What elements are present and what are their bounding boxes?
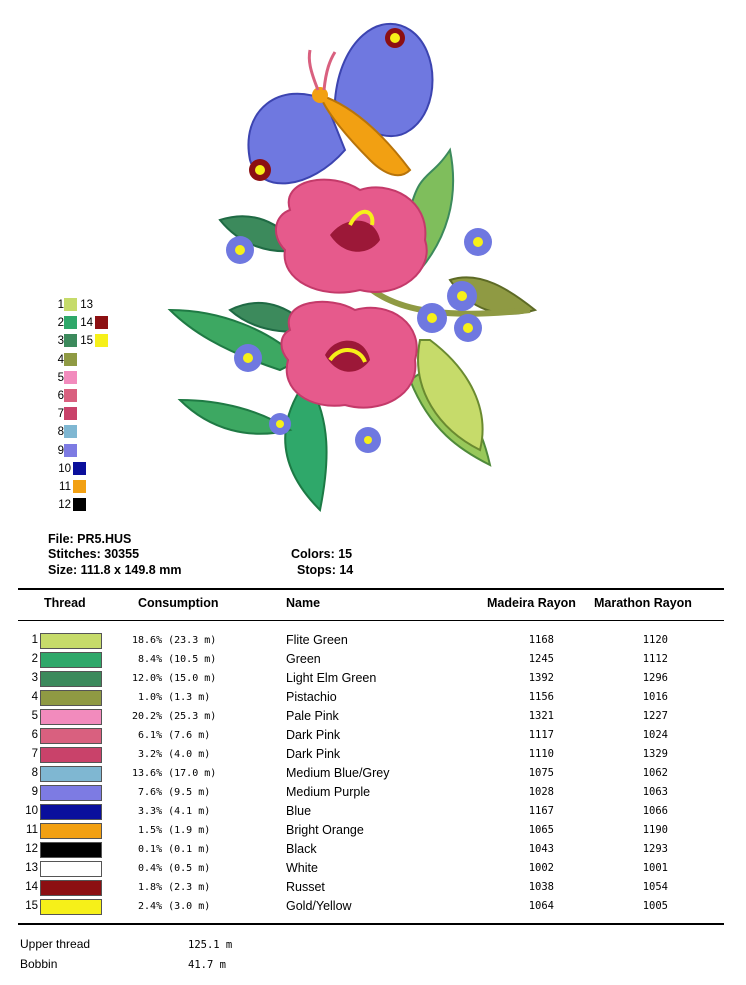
thread-index: 10 (25, 805, 38, 817)
table-row (0, 707, 746, 726)
legend-swatch (64, 334, 77, 347)
marathon-code: 1016 (642, 691, 668, 703)
stitch-count: Stitches: 30355 (48, 547, 140, 561)
thread-index: 11 (26, 824, 38, 836)
legend-number: 7 (57, 408, 64, 421)
thread-swatch (40, 766, 102, 782)
thread-consumption: 1.5% (1.9 m) (132, 825, 211, 836)
legend-number: 1 (57, 299, 64, 311)
marathon-code: 1063 (642, 786, 668, 798)
marathon-code: 1190 (642, 824, 668, 836)
madeira-code: 1065 (528, 824, 554, 836)
madeira-code: 1075 (528, 767, 554, 779)
legend-swatch (73, 480, 86, 493)
legend-number: 5 (57, 371, 64, 384)
thread-consumption: 3.2% (4.0 m) (132, 749, 211, 760)
table-row (0, 764, 746, 783)
thread-name: Flite Green (286, 633, 348, 647)
marathon-code: 1296 (642, 672, 668, 684)
legend-number: 15 (80, 335, 93, 348)
thread-consumption: 18.6% (23.3 m) (132, 635, 217, 646)
table-row (0, 688, 746, 707)
thread-swatch (40, 880, 102, 896)
thread-consumption: 6.1% (7.6 m) (132, 730, 211, 741)
thread-consumption: 20.2% (25.3 m) (132, 711, 217, 722)
thread-consumption: 1.0% (1.3 m) (132, 692, 211, 703)
madeira-code: 1392 (528, 672, 554, 684)
thread-index: 8 (31, 767, 38, 779)
thread-name: Bright Orange (286, 823, 364, 837)
thread-name: Medium Purple (286, 785, 371, 799)
thread-consumption: 13.6% (17.0 m) (132, 768, 217, 779)
header-marathon-rayon: Marathon Rayon (594, 596, 692, 610)
legend-number: 12 (58, 499, 71, 512)
table-row (0, 669, 746, 688)
thread-name: Gold/Yellow (286, 899, 352, 913)
thread-consumption: 7.6% (9.5 m) (132, 787, 211, 798)
thread-name: Blue (286, 804, 312, 818)
thread-swatch (40, 804, 102, 820)
thread-index: 4 (31, 691, 38, 703)
legend-swatch (95, 316, 108, 329)
table-row (0, 821, 746, 840)
marathon-code: 1227 (642, 710, 668, 722)
marathon-code: 1066 (642, 805, 668, 817)
thread-index: 12 (25, 843, 38, 855)
table-row (0, 802, 746, 821)
table-row (0, 650, 746, 669)
legend-number: 10 (58, 462, 71, 475)
legend-swatch (64, 444, 77, 457)
thread-index: 3 (31, 672, 38, 684)
madeira-code: 1038 (528, 881, 554, 893)
header-madeira-rayon: Madeira Rayon (487, 596, 576, 610)
table-row (0, 726, 746, 745)
legend-number: 11 (59, 481, 71, 493)
thread-name: Green (286, 652, 321, 666)
legend-swatch (73, 462, 86, 475)
bobbin-value: 41.7 m (188, 959, 226, 971)
marathon-code: 1120 (642, 634, 668, 646)
stop-count: Stops: 14 (297, 563, 354, 577)
thread-swatch (40, 690, 102, 706)
thread-swatch (40, 842, 102, 858)
thread-consumption: 0.1% (0.1 m) (132, 844, 211, 855)
thread-swatch (40, 709, 102, 725)
thread-consumption: 3.3% (4.1 m) (132, 806, 211, 817)
table-bottom-rule (18, 923, 724, 925)
legend-number: 4 (57, 353, 64, 366)
bobbin-label: Bobbin (20, 957, 58, 971)
thread-name: Medium Blue/Grey (286, 766, 390, 780)
thread-swatch (40, 861, 102, 877)
thread-swatch (40, 671, 102, 687)
madeira-code: 1043 (528, 843, 554, 855)
legend-swatch (73, 498, 86, 511)
upper-thread-label: Upper thread (20, 937, 91, 951)
table-row (0, 859, 746, 878)
header-thread: Thread (44, 596, 86, 610)
thread-index: 7 (31, 748, 38, 760)
thread-name: Dark Pink (286, 728, 341, 742)
thread-swatch (40, 652, 102, 668)
header-name: Name (286, 596, 321, 610)
marathon-code: 1112 (642, 653, 668, 665)
legend-swatch (64, 407, 77, 420)
legend-swatch (64, 316, 77, 329)
thread-swatch (40, 899, 102, 915)
legend-number: 14 (80, 317, 93, 330)
table-top-rule (18, 588, 724, 590)
thread-consumption: 2.4% (3.0 m) (132, 901, 211, 912)
color-count: Colors: 15 (291, 547, 353, 561)
legend-number: 3 (57, 335, 64, 348)
design-size: Size: 111.8 x 149.8 mm (48, 563, 182, 577)
thread-index: 14 (25, 881, 38, 893)
table-row (0, 745, 746, 764)
legend-number: 8 (57, 426, 64, 439)
legend-swatch (95, 334, 108, 347)
legend-number: 9 (57, 444, 64, 457)
thread-swatch (40, 633, 102, 649)
thread-index: 15 (25, 900, 38, 912)
thread-name: Black (286, 842, 317, 856)
thread-index: 6 (31, 729, 38, 741)
thread-consumption: 12.0% (15.0 m) (132, 673, 217, 684)
thread-swatch (40, 747, 102, 763)
thread-name: White (286, 861, 318, 875)
thread-swatch (40, 823, 102, 839)
legend-number: 2 (57, 317, 64, 330)
thread-index: 2 (31, 653, 38, 665)
thread-index: 9 (31, 786, 38, 798)
file-name: File: PR5.HUS (48, 532, 132, 546)
legend-swatch (64, 298, 77, 311)
madeira-code: 1002 (528, 862, 554, 874)
table-row (0, 878, 746, 897)
legend-swatch (64, 425, 77, 438)
marathon-code: 1293 (642, 843, 668, 855)
marathon-code: 1062 (642, 767, 668, 779)
table-row (0, 631, 746, 650)
legend-swatch (64, 389, 77, 402)
thread-consumption: 8.4% (10.5 m) (132, 654, 217, 665)
madeira-code: 1117 (528, 729, 554, 741)
thread-name: Russet (286, 880, 325, 894)
pink-flowers (276, 180, 427, 408)
legend-number: 6 (57, 390, 64, 402)
legend-swatch (64, 353, 77, 366)
marathon-code: 1024 (642, 729, 668, 741)
butterfly (248, 24, 432, 184)
madeira-code: 1168 (528, 634, 554, 646)
table-row (0, 783, 746, 802)
thread-swatch (40, 728, 102, 744)
table-row (0, 840, 746, 859)
marathon-code: 1005 (642, 900, 668, 912)
thread-index: 5 (31, 710, 38, 722)
thread-index: 13 (25, 862, 38, 874)
thread-name: Light Elm Green (286, 671, 377, 685)
embroidery-design-preview (160, 10, 550, 520)
madeira-code: 1110 (528, 748, 554, 760)
madeira-code: 1167 (528, 805, 554, 817)
table-header-rule (18, 620, 724, 621)
marathon-code: 1001 (642, 862, 668, 874)
table-row (0, 897, 746, 916)
thread-index: 1 (31, 634, 38, 646)
madeira-code: 1156 (528, 691, 554, 703)
thread-consumption: 0.4% (0.5 m) (132, 863, 211, 874)
upper-thread-value: 125.1 m (188, 939, 233, 951)
header-consumption: Consumption (138, 596, 219, 610)
madeira-code: 1245 (528, 653, 554, 665)
thread-name: Dark Pink (286, 747, 341, 761)
madeira-code: 1064 (528, 900, 554, 912)
thread-name: Pistachio (286, 690, 337, 704)
legend-swatch (64, 371, 77, 384)
thread-name: Pale Pink (286, 709, 339, 723)
thread-consumption: 1.8% (2.3 m) (132, 882, 211, 893)
madeira-code: 1028 (528, 786, 554, 798)
thread-swatch (40, 785, 102, 801)
marathon-code: 1054 (642, 881, 668, 893)
marathon-code: 1329 (642, 748, 668, 760)
madeira-code: 1321 (528, 710, 554, 722)
legend-number: 13 (80, 299, 93, 311)
